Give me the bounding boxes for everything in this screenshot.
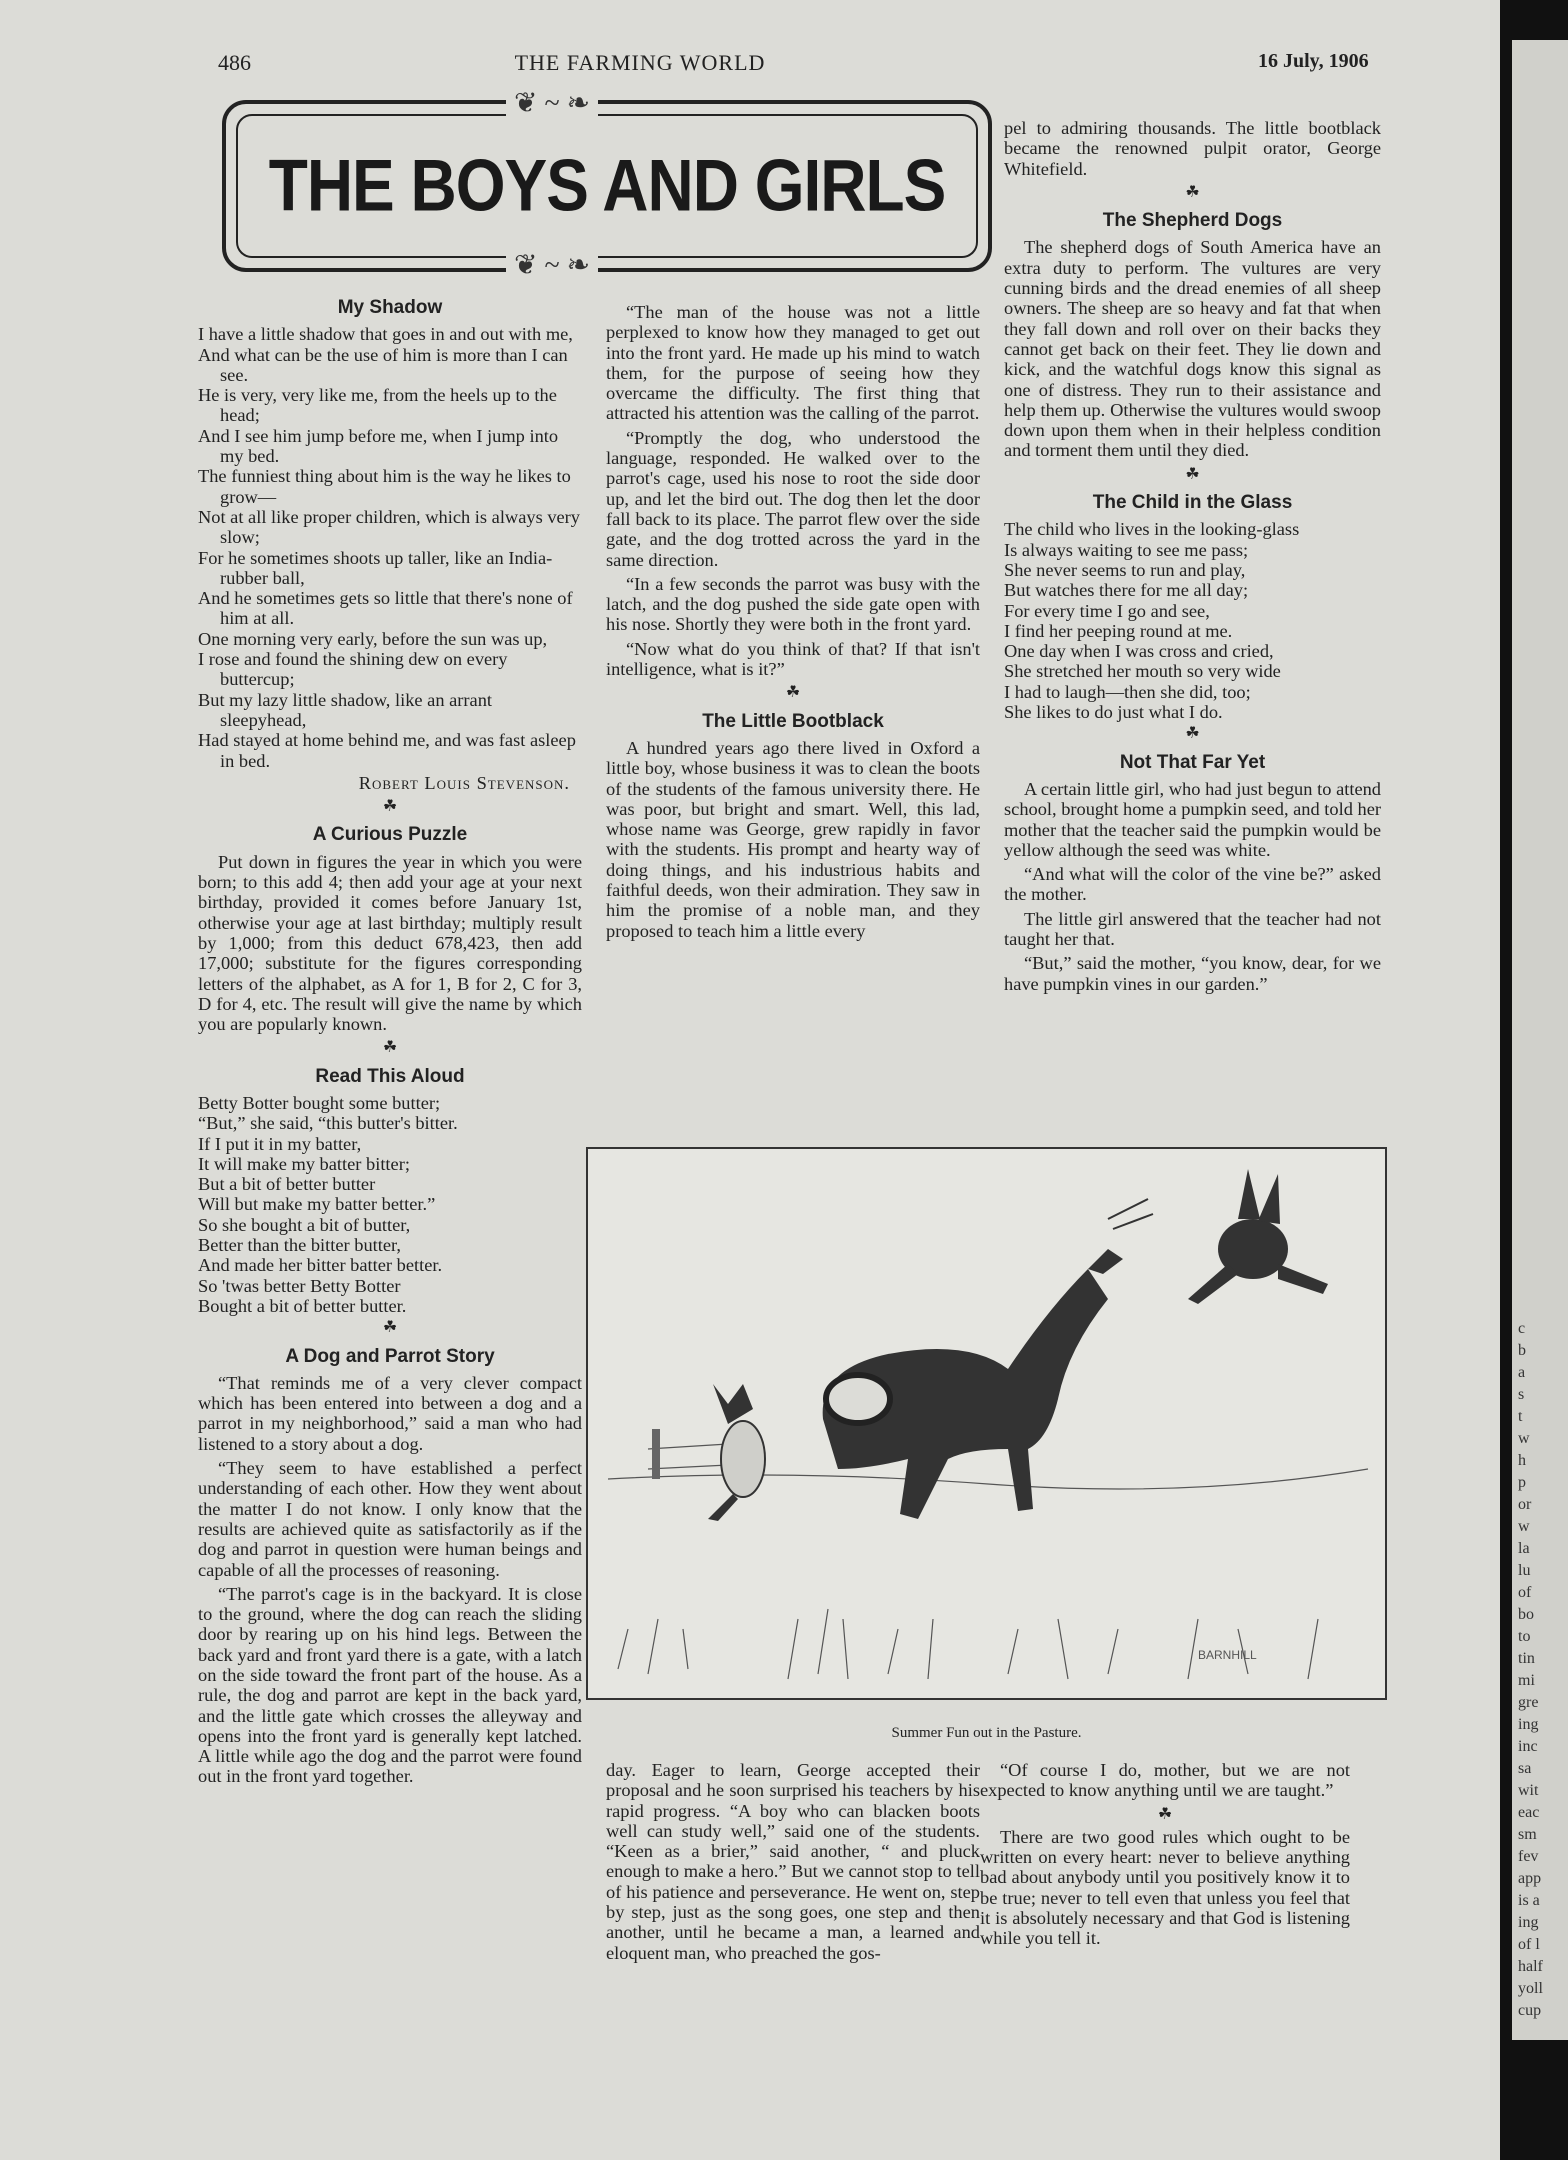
pasture-drawing — [588, 1149, 1385, 1698]
next-page-fragment: cup — [1518, 2002, 1542, 2019]
poem-line: But watches there for me all day; — [1004, 580, 1249, 601]
page-number: 486 — [218, 50, 251, 75]
next-page-fragment: tin — [1518, 1650, 1535, 1667]
shepherd-dogs-title: The Shepherd Dogs — [1102, 210, 1283, 232]
poem-line: And he sometimes gets so little that there's none of him at all. — [198, 588, 573, 629]
dog-parrot-paragraph: “Now what do you think of that? If that isn't intelligence, what is it?” — [606, 638, 980, 680]
next-page-edge — [1500, 0, 1568, 2160]
next-page-fragment: inc — [1518, 1738, 1538, 1755]
clover-divider-icon: ☘ — [382, 798, 398, 816]
poem-line: Not at all like proper children, which is always very slow; — [198, 506, 581, 548]
poem-line: For he sometimes shoots up taller, like an India-rubber ball, — [198, 547, 553, 588]
next-page-fragment: fev — [1518, 1848, 1539, 1865]
next-page-fragment: half — [1518, 1958, 1543, 1975]
poem-line: And what can be the use of him is more than I can see. — [198, 344, 568, 385]
next-page-sliver — [1512, 40, 1568, 2040]
next-page-fragment: app — [1518, 1870, 1542, 1887]
clover-divider-icon: ☘ — [1185, 465, 1200, 483]
clover-divider-icon: ☘ — [1185, 725, 1200, 743]
poem-line: One day when I was cross and cried, — [1004, 641, 1274, 662]
poem-line: I rose and found the shining dew on every buttercup; — [198, 649, 508, 690]
publication-name: THE FARMING WORLD — [514, 50, 766, 75]
not-that-far-title: Not That Far Yet — [1119, 751, 1266, 773]
poem-line: The child who lives in the looking-glass — [1004, 519, 1300, 540]
dog-parrot-paragraph: “The parrot's cage is in the backyard. It is close to the ground, where the dog can reach the sliding door by rearing up on his hind legs. Between the back yard and front yard there is a gate, with a latch on the side toward the front part of the house. As a rule, the dog and parrot are kept in the back yard, and the little gate which crosses the alleyway and opens into the front yard is generally kept latched. A little while ago the dog and the parrot were found out in the front yard together. — [198, 1583, 582, 1787]
pasture-illustration — [586, 1147, 1387, 1700]
tongue-twister-line: Will but make my batter better.” — [198, 1194, 436, 1215]
next-page-fragment: p — [1518, 1474, 1526, 1491]
poem-line: She never seems to run and play, — [1004, 559, 1246, 580]
poem-author: Robert Louis Stevenson. — [358, 772, 570, 793]
not-that-far-paragraph: “Of course I do, mother, but we are not expected to know anything until we are taught.” — [980, 1760, 1350, 1801]
poem-line: For every time I go and see, — [1004, 600, 1210, 621]
poem-line: The funniest thing about him is the way he likes to grow— — [198, 466, 571, 507]
tongue-twister-line: Better than the bitter butter, — [198, 1235, 402, 1256]
poem-line: She stretched her mouth so very wide — [1004, 661, 1281, 682]
tongue-twister-line: So 'twas better Betty Botter — [198, 1275, 401, 1296]
clover-divider-icon: ☘ — [1185, 183, 1200, 201]
poem-line: I find her peeping round at me. — [1004, 620, 1233, 641]
next-page-fragment: b — [1518, 1342, 1526, 1359]
next-page-fragment: eac — [1518, 1804, 1540, 1821]
poem-line: I have a little shadow that goes in and out with me, — [198, 324, 573, 345]
section-title: THE BOYS AND GIRLS — [268, 143, 946, 227]
next-page-fragment: c — [1518, 1320, 1526, 1337]
next-page-fragment: lu — [1518, 1562, 1531, 1579]
not-that-far-paragraph: “And what will the color of the vine be?” asked the mother. — [1004, 864, 1381, 905]
not-that-far-paragraph: A certain little girl, who had just begun to attend school, brought home a pumpkin seed, and told her mother that the teacher said the pumpkin would be yellow although the seed was white. — [1004, 778, 1381, 860]
two-rules-text: There are two good rules which ought to be written on every heart: never to believe anything bad about anybody until you positively know it to be true; never to tell even that unless you feel that it is absolutely necessary and that God is listening while you tell it. — [980, 1826, 1350, 1949]
tongue-twister-line: And made her bitter batter better. — [198, 1255, 443, 1276]
tongue-twister-line: So she bought a bit of butter, — [198, 1214, 411, 1235]
not-that-far-paragraph: “But,” said the mother, “you know, dear, for we have pumpkin vines in our garden.” — [1004, 953, 1381, 994]
tongue-twister-line: It will make my batter bitter; — [198, 1153, 410, 1174]
dog-parrot-paragraph: “That reminds me of a very clever compact which has been entered into between a dog and a parrot in my neighborhood,” said a man who had listened to a story about a dog. — [198, 1372, 582, 1454]
next-page-fragment: h — [1518, 1452, 1526, 1469]
poem-line: Had stayed at home behind me, and was fast asleep in bed. — [198, 730, 576, 771]
curious-puzzle-text: Put down in figures the year in which you were born; to this add 4; then add your age at your next birthday, provided it comes before January 1st, otherwise your age at last birthday; multiply result by 1,000; from this deduct 678,423, then add 17,000; substitute for the figures corresponding letters of the alphabet, as A for 1, B for 2, C for 3, D for 4, etc. The result will give the name by which you are popularly known. — [198, 851, 582, 1035]
next-page-fragment: of l — [1518, 1936, 1540, 1953]
column-1-bottom — [606, 1760, 980, 1967]
column-3 — [1004, 118, 1381, 998]
tongue-twister-line: Bought a bit of better butter. — [198, 1295, 407, 1316]
my-shadow-title: My Shadow — [337, 297, 443, 318]
next-page-fragment: yoll — [1518, 1980, 1543, 1997]
next-page-fragment: mi — [1518, 1672, 1535, 1689]
shepherd-dogs-text: The shepherd dogs of South America have an extra duty to perform. The vultures are very cunning birds and the dread enemies of all sheep owners. The sheep are so heavy and fat that when they fall down and roll over on their backs they cannot get back on their feet. They lie down and kick, and the watchful dogs know this signal as one of distress. They run to their assistance and help them up. Otherwise the vultures would swoop down upon them when in their helpless condition and torment them until they died. — [1004, 237, 1381, 461]
child-glass-title: The Child in the Glass — [1092, 492, 1293, 514]
next-page-fragment: ing — [1518, 1914, 1539, 1931]
next-page-fragment: or — [1518, 1496, 1532, 1513]
next-page-fragment: gre — [1518, 1694, 1539, 1711]
column-3-bottom — [980, 1760, 1350, 1953]
bootblack-paragraph-3: pel to admiring thousands. The little bootblack became the renowned pulpit orator, George Whitefield. — [1004, 118, 1381, 179]
next-page-fragment: of — [1518, 1584, 1532, 1601]
next-page-fragment: s — [1518, 1386, 1525, 1403]
next-page-fragment: ing — [1518, 1716, 1539, 1733]
issue-date: 16 July, 1906 — [1258, 50, 1369, 72]
artist-signature: BARNHILL — [1198, 1648, 1257, 1662]
clover-divider-icon: ☘ — [785, 684, 801, 702]
not-that-far-paragraph: The little girl answered that the teacher had not taught her that. — [1004, 908, 1381, 949]
bootblack-paragraph-2: day. Eager to learn, George accepted their proposal and he soon surprised his teachers by his rapid progress. “A boy who can blacken boots well can study well,” said one of the students. “Keen as a brier,” said another, “ and pluck enough to make a hero.” But we cannot stop to tell of his patience and perseverance. He went on, step by step, just as the song goes, one step and then another, until he became a man, a learned and eloquent man, who preached the gos- — [606, 1760, 980, 1963]
bootblack-title: The Little Bootblack — [702, 710, 884, 732]
next-page-fragment: a — [1518, 1364, 1526, 1381]
next-page-fragment: bo — [1518, 1606, 1534, 1623]
dog-parrot-paragraph: “The man of the house was not a little perplexed to know how they managed to get out into the front yard. He made up his mind to watch them, for the purpose of seeing how they overcame the difficulty. The first thing that attracted his attention was the calling of the parrot. — [606, 302, 980, 424]
clover-divider-icon: ☘ — [382, 1039, 398, 1057]
dog-parrot-title: A Dog and Parrot Story — [285, 1345, 495, 1367]
ornament-bottom-icon: ❦ ~ ❧ — [506, 248, 598, 282]
poem-line: He is very, very like me, from the heels up to the head; — [198, 385, 557, 426]
ornament-top-icon: ❦ ~ ❧ — [506, 86, 598, 120]
column-1 — [198, 290, 582, 1791]
next-page-fragment: la — [1518, 1540, 1530, 1557]
next-page-fragment: is a — [1518, 1892, 1540, 1909]
poem-line: One morning very early, before the sun was up, — [198, 628, 548, 649]
next-page-fragment: w — [1518, 1430, 1530, 1447]
section-title-frame — [222, 88, 992, 281]
poem-line: I had to laugh—then she did, too; — [1004, 681, 1251, 702]
poem-line: But my lazy little shadow, like an arrant sleepyhead, — [198, 689, 492, 730]
dog-parrot-paragraph: “They seem to have established a perfect understanding of each other. How they went about the matter I do not know. I only know that the results are achieved quite as satisfactorily as if the dog and parrot in question were human beings and capable of all the processes of reasoning. — [198, 1458, 582, 1580]
tongue-twister-line: “But,” she said, “this butter's bitter. — [198, 1113, 458, 1134]
poem-line: Is always waiting to see me pass; — [1004, 539, 1249, 560]
next-page-fragment: to — [1518, 1628, 1531, 1645]
illustration-caption: Summer Fun out in the Pasture. — [891, 1725, 1082, 1741]
curious-puzzle-title: A Curious Puzzle — [312, 824, 468, 846]
next-page-fragment: wit — [1518, 1782, 1539, 1799]
next-page-fragment: sa — [1518, 1760, 1532, 1777]
column-2 — [606, 302, 980, 945]
next-page-fragment: w — [1518, 1518, 1530, 1535]
dog-parrot-paragraph: “Promptly the dog, who understood the language, responded. He walked over to the parrot's cage, used his nose to root the side door up, and let the bird out. The dog then let the door fall back to its place. The parrot flew over the side gate, and the dog trotted across the yard in the same direction. — [606, 427, 980, 570]
dog-parrot-paragraph: “In a few seconds the parrot was busy with the latch, and the dog pushed the side gate open with his nose. Shortly they were both in the front yard. — [606, 573, 980, 635]
tongue-twister-line: Betty Botter bought some butter; — [198, 1092, 441, 1113]
tongue-twister-line: If I put it in my batter, — [198, 1133, 362, 1154]
tongue-twister-line: But a bit of better butter — [198, 1174, 376, 1195]
clover-divider-icon: ☘ — [382, 1319, 398, 1337]
next-page-fragment: sm — [1518, 1826, 1537, 1843]
clover-divider-icon: ☘ — [1157, 1805, 1173, 1823]
bootblack-paragraph-1: A hundred years ago there lived in Oxford a little boy, whose business it was to clean the boots of the students of the famous university there. He was poor, but bright and smart. Well, this lad, whose name was George, grew rapidly in favor with the students. His prompt and hearty way of doing things, and his industrious habits and faithful deeds, won their admiration. They saw in him the promise of a noble man, and they proposed to teach him a little every — [606, 737, 980, 941]
read-aloud-title: Read This Aloud — [315, 1065, 465, 1087]
poem-line: And I see him jump before me, when I jump into my bed. — [198, 425, 559, 467]
poem-line: She likes to do just what I do. — [1004, 702, 1223, 723]
next-page-fragment: t — [1518, 1408, 1523, 1425]
